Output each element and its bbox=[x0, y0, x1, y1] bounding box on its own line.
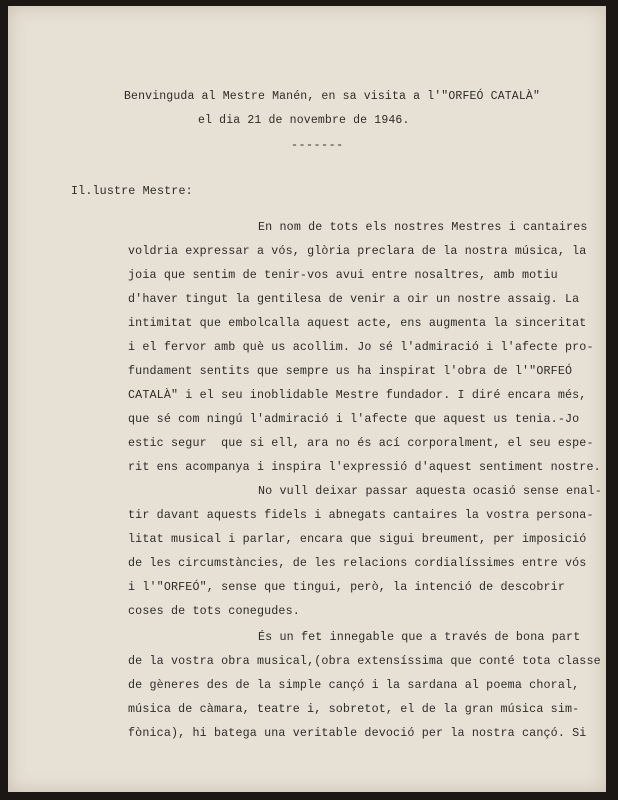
body-line: de gèneres des de la simple cançó i la sardana al poema choral, bbox=[128, 678, 580, 692]
body-line: i el fervor amb què us acollim. Jo sé l'admiració i l'afecte pro- bbox=[128, 340, 594, 354]
body-line: fònica), hi batega una veritable devoció per la nostra cançó. Si bbox=[128, 726, 587, 740]
body-line: i l'"ORFEÓ", sense que tingui, però, la intenció de descobrir bbox=[128, 580, 565, 594]
body-line: que sé com ningú l'admiració i l'afecte que aquest us tenia.-Jo bbox=[128, 412, 580, 426]
body-line: En nom de tots els nostres Mestres i cantaires bbox=[258, 220, 588, 234]
body-line: estic segur que si ell, ara no és ací corporalment, el seu espe- bbox=[128, 436, 594, 450]
body-line: joia que sentim de tenir-vos avui entre nosaltres, amb motiu bbox=[128, 268, 558, 282]
body-line: intimitat que embolcalla aquest acte, ens augmenta la sinceritat bbox=[128, 316, 587, 330]
body-line: de les circumstàncies, de les relacions cordialíssimes entre vós bbox=[128, 556, 587, 570]
body-line: coses de tots conegudes. bbox=[128, 604, 300, 618]
body-line: És un fet innegable que a través de bona part bbox=[258, 630, 581, 644]
body-line: fundament sentits que sempre us ha inspirat l'obra de l'"ORFEÓ bbox=[128, 364, 573, 378]
heading-line-1: Benvinguda al Mestre Manén, en sa visita a l'"ORFEÓ CATALÀ" bbox=[124, 90, 541, 103]
heading-separator: ------- bbox=[291, 138, 344, 152]
body-line: CATALÀ" i el seu inoblidable Mestre fundador. I diré encara més, bbox=[128, 388, 587, 402]
heading-line-2: el dia 21 de novembre de 1946. bbox=[198, 114, 410, 127]
body-line: litat musical i parlar, encara que sigui breument, per imposició bbox=[128, 532, 587, 546]
body-line: voldria expressar a vós, glòria preclara de la nostra música, la bbox=[128, 244, 587, 258]
body-line: de la vostra obra musical,(obra extensíssima que conté tota classe bbox=[128, 654, 601, 668]
salutation: Il.lustre Mestre: bbox=[71, 184, 193, 198]
typewritten-letter-page bbox=[8, 6, 606, 792]
body-line: tir davant aquests fidels i abnegats cantaires la vostra persona- bbox=[128, 508, 594, 522]
body-line: d'haver tingut la gentilesa de venir a oir un nostre assaig. La bbox=[128, 292, 580, 306]
body-line: música de càmara, teatre i, sobretot, el de la gran música sim- bbox=[128, 702, 580, 716]
body-line: No vull deixar passar aquesta ocasió sense enal- bbox=[258, 484, 602, 498]
body-line: rit ens acompanya i inspira l'expressió d'aquest sentiment nostre. bbox=[128, 460, 601, 474]
